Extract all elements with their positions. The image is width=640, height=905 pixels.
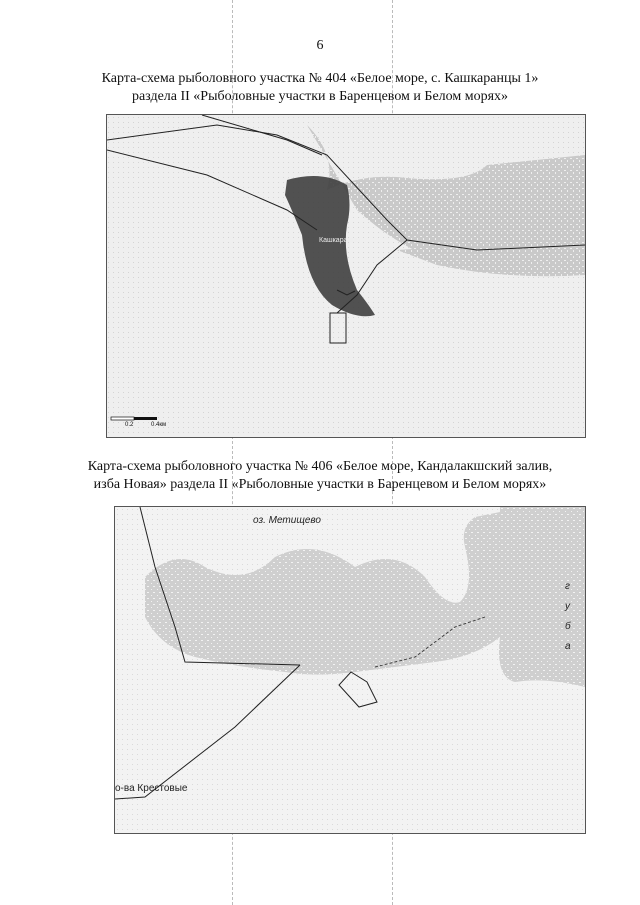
place-label-kashkarantsy: Кашкаранцы: [319, 237, 361, 244]
map2-caption-line1: Карта-схема рыболовного участка № 406 «Белое море, Кандалакшский залив,: [87, 459, 553, 474]
map2-figure: [114, 506, 586, 834]
map1-caption: [60, 70, 580, 106]
scale-bar: [111, 417, 157, 420]
lake-label-metishchevo: оз. Метищево: [253, 515, 321, 526]
map1-caption-line1: Карта-схема рыболовного участка № 404 «Белое море, с. Кашкаранцы 1»: [101, 71, 539, 86]
map1-drawing: [107, 115, 585, 437]
map1-caption-line2: раздела II «Рыболовные участки в Баренцевом и Белом морях»: [131, 89, 509, 104]
map1-figure: [106, 114, 586, 438]
scale-label-mid: 0.2: [125, 422, 134, 428]
bay-label-guba: губа: [565, 581, 571, 652]
scale-label-end: 0.4км: [151, 422, 167, 428]
page-number: 6: [316, 38, 324, 53]
map2-caption: [60, 458, 580, 494]
islands-label-krestovye: о-ва Крестовые: [115, 783, 188, 794]
map2-caption-line2: изба Новая» раздела II «Рыболовные участки в Баренцевом и Белом морях»: [93, 477, 547, 492]
